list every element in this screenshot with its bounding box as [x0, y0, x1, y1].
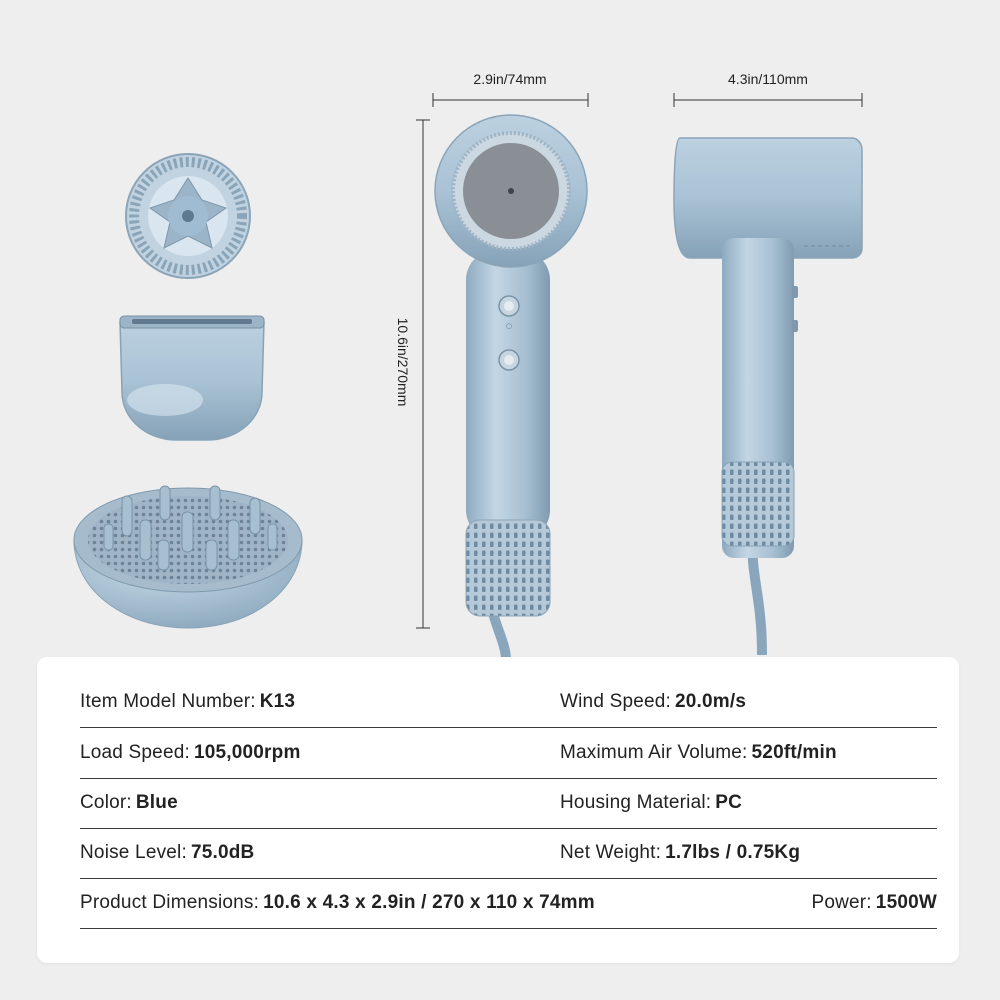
spec-row [80, 677, 937, 728]
spec-value: Blue [135, 792, 178, 813]
height-label: 10.6in/270mm [395, 317, 411, 407]
spec-label: Power: [811, 892, 872, 913]
spec-card [37, 657, 959, 963]
spec-label: Maximum Air Volume: [560, 742, 748, 763]
spec-label: Product Dimensions: [80, 892, 260, 913]
front-width-label: 2.9in/74mm [473, 71, 547, 87]
concentrator-accessory [120, 316, 264, 440]
spec-value: 520ft/min [751, 742, 837, 763]
spec-label: Wind Speed: [560, 691, 671, 712]
spec-label: Noise Level: [80, 842, 187, 863]
spec-value: 105,000rpm [193, 742, 301, 763]
dryer-front-view [435, 115, 587, 660]
spec-value: 1500W [875, 892, 937, 913]
spec-label: Item Model Number: [80, 691, 256, 712]
dryer-side-view [674, 138, 862, 655]
dimension-front-width [433, 71, 588, 107]
spec-row [80, 778, 937, 829]
spec-value: 10.6 x 4.3 x 2.9in / 270 x 110 x 74mm [263, 892, 595, 913]
spec-label: Load Speed: [80, 742, 190, 763]
spec-label: Net Weight: [560, 842, 662, 863]
spec-label: Color: [80, 792, 132, 813]
spec-value: 20.0m/s [675, 691, 747, 712]
side-width-label: 4.3in/110mm [728, 71, 808, 87]
spec-value: PC [715, 792, 743, 813]
spec-row [80, 878, 937, 929]
spec-value: K13 [259, 691, 296, 712]
dimension-height [395, 120, 430, 628]
svg-text:○: ○ [505, 322, 513, 330]
spec-row [80, 828, 937, 879]
spec-row [80, 728, 937, 779]
dimension-side-width [674, 71, 862, 107]
spec-value: 75.0dB [190, 842, 255, 863]
diffuser-accessory [74, 486, 302, 628]
spec-label: Housing Material: [560, 792, 712, 813]
nozzle-ring-accessory [126, 154, 250, 278]
spec-value: 1.7lbs / 0.75Kg [665, 842, 801, 863]
